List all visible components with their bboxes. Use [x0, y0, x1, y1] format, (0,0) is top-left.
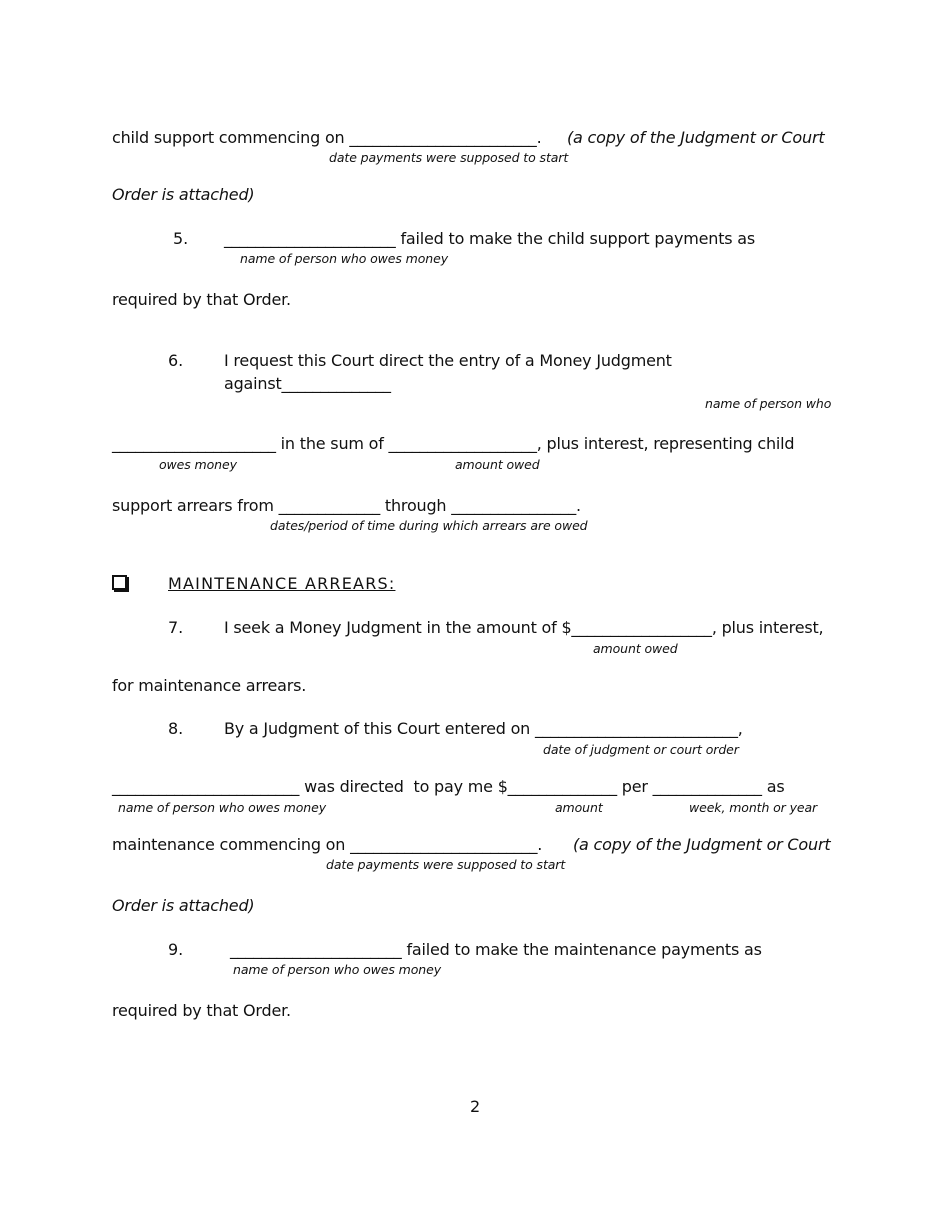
paragraph-9-continuation: required by that Order.: [112, 1001, 291, 1020]
maintenance-arrears-heading: MAINTENANCE ARREARS:: [168, 574, 396, 593]
paragraph-number-6: 6.: [168, 351, 184, 370]
paragraph-7-continuation: for maintenance arrears.: [112, 676, 307, 695]
paragraph-6-caption-dates: dates/period of time during which arrears are owed: [270, 518, 588, 533]
paragraph-9-text: ______________________ failed to make the maintenance payments as: [230, 940, 762, 959]
paragraph-number-9: 9.: [168, 940, 184, 959]
paragraph-6-caption-name: name of person who: [705, 396, 832, 411]
paragraph-8-caption-name: name of person who owes money: [118, 800, 327, 815]
paragraph-7-text: I seek a Money Judgment in the amount of $__________________, plus interest,: [224, 618, 824, 637]
maintenance-checkbox[interactable]: [112, 575, 127, 590]
paragraph-8-copy-note: (a copy of the Judgment or Court: [573, 835, 831, 854]
paragraph-8-directed-line: ________________________ was directed to pay me $______________ per ______________ as: [112, 777, 785, 796]
paragraph-5-text: ______________________ failed to make the child support payments as: [224, 229, 756, 248]
paragraph-6-sum-line: _____________________ in the sum of ___________________, plus interest, representing child: [112, 434, 795, 453]
paragraph-8-commencing-line: maintenance commencing on ________________________.: [112, 835, 543, 854]
page-number: 2: [470, 1097, 481, 1116]
paragraph-8-caption-date: date of judgment or court order: [543, 742, 739, 757]
paragraph-8-text: By a Judgment of this Court entered on __________________________,: [224, 719, 743, 738]
paragraph-number-7: 7.: [168, 618, 184, 637]
paragraph-8-caption-amount: amount: [555, 800, 603, 815]
paragraph-6-arrears-line: support arrears from _____________ through ________________.: [112, 496, 581, 515]
copy-attached-note: (a copy of the Judgment or Court: [567, 128, 825, 147]
child-support-commencing-line: child support commencing on ________________________.: [112, 128, 542, 147]
paragraph-number-5: 5.: [173, 229, 189, 248]
order-attached-note: Order is attached): [112, 185, 255, 204]
paragraph-6-caption-amount: amount owed: [455, 457, 540, 472]
paragraph-5-continuation: required by that Order.: [112, 290, 291, 309]
date-start-caption: date payments were supposed to start: [329, 150, 569, 165]
paragraph-number-8: 8.: [168, 719, 184, 738]
paragraph-6-text-line1: I request this Court direct the entry of a Money Judgment: [224, 351, 672, 370]
paragraph-8-caption-period: week, month or year: [689, 800, 818, 815]
paragraph-6-caption-owes: owes money: [159, 457, 237, 472]
paragraph-8-order-attached: Order is attached): [112, 896, 255, 915]
paragraph-9-caption: name of person who owes money: [233, 962, 442, 977]
paragraph-8-caption-start: date payments were supposed to start: [326, 857, 566, 872]
paragraph-5-caption: name of person who owes money: [240, 251, 449, 266]
paragraph-7-caption: amount owed: [593, 641, 678, 656]
paragraph-6-text-line2: against______________: [224, 374, 391, 393]
